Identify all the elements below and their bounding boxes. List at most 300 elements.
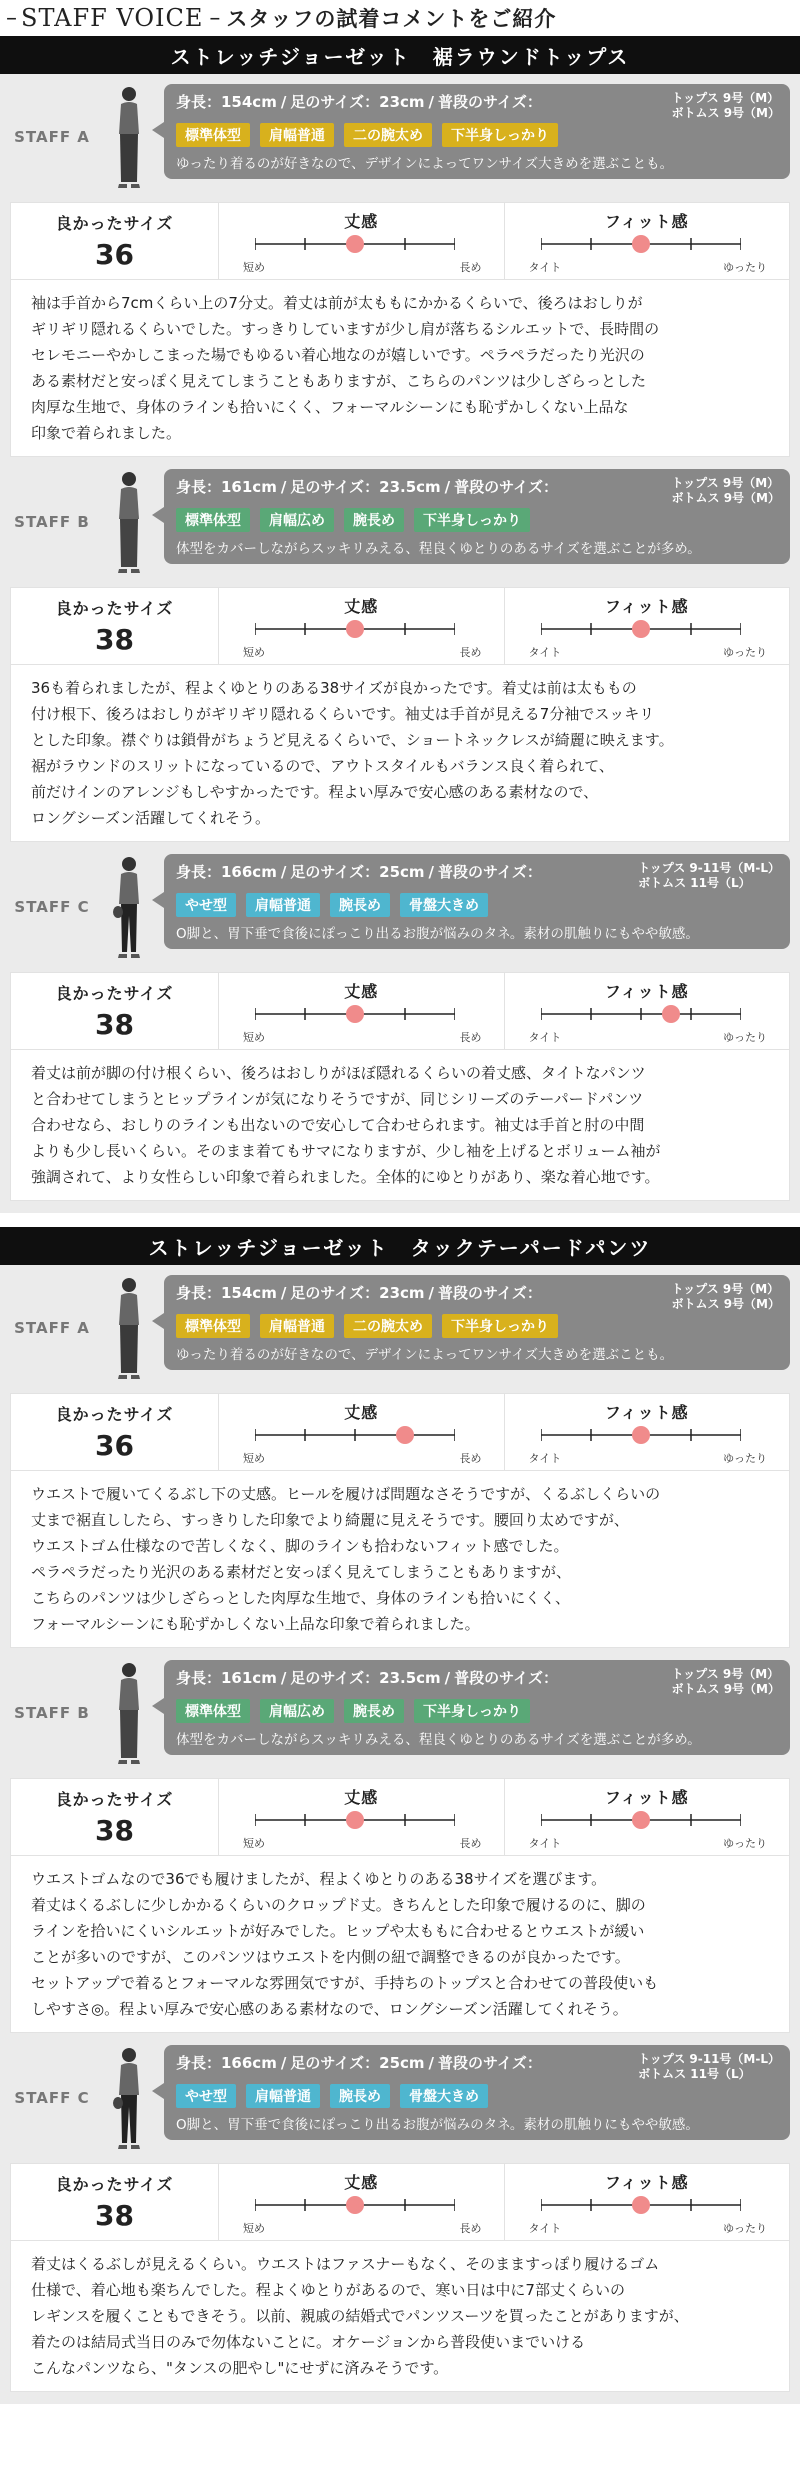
comment-line: ラインを拾いにくいシルエットが好みでした。ヒップや太ももに合わせるとウエストが緩い [31,1922,645,1940]
usual-size-line: ボトムス 9号（M） [671,491,780,505]
recommended-size [11,588,219,664]
staff-usual-size-label: 普段のサイズ： [454,478,558,496]
scale-track [541,1807,741,1833]
figure-head [122,472,136,486]
body-type-tag: 標準体型 [176,123,250,147]
comment-line: 仕様で、着心地も楽ちんでした。程よくゆとりがあるので、寒い日は中に7部丈くらいの [31,2281,625,2299]
scale-track [255,616,455,642]
body-type-tag: やせ型 [176,893,236,917]
scale-low-label: タイト [528,2222,562,2235]
comment-line: 合わせなら、おしりのラインも出ないので安心して合わせられます。袖丈は手首と肘の中間 [31,1116,645,1134]
section-gap [0,1213,800,1227]
scale-low-label: 短め [243,261,265,274]
staff-measurements [176,861,542,891]
body-type-tag: 下半身しっかり [442,123,558,147]
figure-left-shoe [118,184,127,188]
scale-high-label: ゆったり [723,646,767,659]
fit-scale [505,1394,790,1470]
staff-figure-icon [109,469,149,575]
staff-foot-size: 足のサイズ：25cm [290,863,425,881]
staff-info-bubble [164,1275,790,1370]
comment-line: 裾がラウンドのスリットになっているので、アウトスタイルもバランス良く着られて、 [31,757,614,775]
scale-marker [632,235,650,253]
staff-note: 体型をカバーしながらスッキリみえる、程良くゆとりのあるサイズを選ぶことが多め。 [176,541,701,557]
recommended-size [11,1394,219,1470]
scale-track [255,1001,455,1027]
comment-line: ウエストゴム仕様なので苦しくなく、脚のラインも拾わないフィット感でした。 [31,1537,569,1555]
separator: / [428,2054,435,2072]
scale-low-label: タイト [528,261,562,274]
figure-left-shoe [118,1760,127,1764]
scale-high-label: 長め [459,2222,482,2235]
products-container [0,36,800,2404]
scale-title: フィット感 [604,2173,689,2192]
staff-usual-size-label: 普段のサイズ： [438,93,542,111]
staff-foot-size: 足のサイズ：23cm [290,93,425,111]
staff-photo [94,469,164,577]
staff-block [10,854,790,1201]
scale-track [255,231,455,257]
figure-top [119,1678,139,1710]
figure-pants [120,1710,138,1758]
staff-figure-icon [109,1660,149,1766]
staff-measurements [176,2052,542,2082]
staff-height: 身長：154cm [176,93,277,111]
figure-left-shoe [118,954,127,958]
scale-high-label: ゆったり [723,2222,767,2235]
rating-row [10,587,790,665]
info-top [176,1667,780,1697]
scale-title: フィット感 [604,1403,689,1422]
scale-title: 丈感 [344,2173,379,2192]
staff-info-bubble [164,2045,790,2140]
rating-row [10,1393,790,1471]
figure-head [122,857,136,871]
scale-title: フィット感 [604,597,689,616]
figure-bag [113,906,123,918]
figure-right-shoe [131,184,140,188]
scale-high-label: 長め [459,261,482,274]
scale-title: フィット感 [604,1788,689,1807]
comment-line: こんなパンツなら、"タンスの肥やし"にせずに済みそうです。 [31,2359,449,2377]
fit-scale [505,588,790,664]
scale-low-label: 短め [243,1452,265,1465]
body-type-tag: 肩幅広め [260,508,334,532]
comment-line: セレモニーやかしこまった場でもゆるい着心地なのが嬉しいです。ペラペラだったり光沢の [31,346,645,364]
figure-head [122,2048,136,2062]
scale-marker [632,2196,650,2214]
scale-high-label: 長め [459,646,482,659]
body-type-tags [176,2084,780,2110]
comment-line: 着丈はくるぶしに少しかかるくらいのクロップド丈。きちんとした印象で履けるのに、脚の [31,1896,646,1914]
scale-high-label: ゆったり [723,1031,767,1044]
staff-photo [94,854,164,962]
body-type-tag: 下半身しっかり [414,508,530,532]
staff-block [10,2045,790,2392]
scale-low-label: タイト [528,1031,562,1044]
body-type-tags [176,1699,780,1725]
figure-head [122,1663,136,1677]
staff-comment [10,665,790,842]
scale-track [541,1001,741,1027]
staff-note: ゆったり着るのが好きなので、デザインによってワンサイズ大きめを選ぶことも。 [176,156,674,172]
info-top [176,476,780,506]
scale-title: 丈感 [344,597,379,616]
staff-figure-icon [109,84,149,190]
figure-pants [120,519,138,567]
rating-row [10,202,790,280]
scale-marker [632,620,650,638]
staff-measurements [176,476,558,506]
product-banner: ストレッチジョーゼット 裾ラウンドトップス [0,36,800,74]
staff-photo [94,2045,164,2153]
length-scale [219,203,505,279]
comment-line: 着丈は前が脚の付け根くらい、後ろはおしりがほぼ隠れるくらいの着丈感、タイトなパンツ [31,1064,646,1082]
scale-low-label: 短め [243,1031,265,1044]
staff-block [10,469,790,842]
recommended-size [11,1779,219,1855]
separator: / [280,863,287,881]
comment-line: フォーマルシーンにも恥ずかしくない上品な印象で着られました。 [31,1615,480,1633]
staff-usual-size-label: 普段のサイズ： [454,1669,558,1687]
body-type-tag: 腕長め [330,893,390,917]
header-title-jp: スタッフの試着コメントをご紹介 [226,7,557,31]
comment-line: 肉厚な生地で、身体のラインも拾いにくく、フォーマルシーンにも恥ずかしくない上品な [31,398,629,416]
scale-high-label: 長め [459,1031,482,1044]
scale-title: 丈感 [344,1403,379,1422]
usual-size-line: ボトムス 11号（L） [638,876,751,890]
rating-row [10,972,790,1050]
separator: / [444,1669,451,1687]
usual-size-line: トップス 9号（M） [671,91,780,105]
recommended-size [11,2164,219,2240]
staff-photo [94,84,164,192]
comment-line: 前だけインのアレンジもしやすかったです。程よい厚みで安心感のある素材なので、 [31,783,599,801]
usual-size-line: トップス 9-11号（M-L） [638,2052,780,2066]
figure-head [122,87,136,101]
staff-label: STAFF B [14,513,90,531]
usual-size-line: トップス 9号（M） [671,476,780,490]
comment-line: ある素材だと安っぽく見えてしまうこともありますが、こちらのパンツは少しざらっとした [31,372,647,390]
info-top [176,91,780,121]
separator: / [280,1284,287,1302]
comment-line: 強調されて、より女性らしい印象で着られました。全体的にゆとりがあり、楽な着心地です。 [31,1168,660,1186]
figure-left-shoe [118,1375,127,1379]
body-type-tag: 肩幅普通 [246,2084,320,2108]
staff-comment [10,1050,790,1201]
body-type-tag: 下半身しっかり [442,1314,558,1338]
scale-marker [346,2196,364,2214]
scale-title: 丈感 [344,212,379,231]
staff-label: STAFF C [14,898,90,916]
comment-line: ロングシーズン活躍してくれそう。 [31,809,270,827]
scale-track [255,2192,455,2218]
scale-marker [662,1005,680,1023]
body-type-tag: やせ型 [176,2084,236,2108]
staff-measurements [176,91,542,121]
scale-track [255,1807,455,1833]
scale-title: フィット感 [604,982,689,1001]
recommended-size-value: 38 [95,623,134,656]
separator: / [428,863,435,881]
body-type-tag: 二の腕太め [344,1314,432,1338]
scale-low-label: タイト [528,1837,562,1850]
product-section [0,74,800,1213]
header-dash-2: – [209,5,221,31]
staff-usual-sizes [672,1282,780,1312]
scale-high-label: ゆったり [723,1452,767,1465]
scale-track [255,1422,455,1448]
staff-usual-sizes [672,476,780,506]
staff-block [10,1660,790,2033]
staff-profile [10,2045,790,2153]
recommended-size-value: 36 [95,238,134,271]
length-scale [219,2164,505,2240]
staff-usual-size-label: 普段のサイズ： [438,2054,542,2072]
recommended-size-label: 良かったサイズ [55,2175,174,2194]
figure-top [119,2063,139,2095]
staff-photo [94,1275,164,1383]
staff-figure-icon [109,1275,149,1381]
staff-height: 身長：161cm [176,1669,277,1687]
length-scale [219,588,505,664]
rating-row [10,2163,790,2241]
comment-line: と合わせてしまうとヒップラインが気になりそうですが、同じシリーズのテーパードパンツ [31,1090,644,1108]
scale-low-label: タイト [528,1452,562,1465]
body-type-tag: 二の腕太め [344,123,432,147]
staff-foot-size: 足のサイズ：23cm [290,1284,425,1302]
comment-line: 印象で着られました。 [31,424,182,442]
body-type-tag: 肩幅広め [260,1699,334,1723]
recommended-size-label: 良かったサイズ [55,214,174,233]
body-type-tag: 骨盤大きめ [400,2084,488,2108]
body-type-tags [176,508,780,534]
separator: / [428,1284,435,1302]
comment-line: レギンスを履くこともできそう。以前、親戚の結婚式でパンツスーツを買ったことがありますが、 [31,2307,689,2325]
comment-line: ことが多いのですが、このパンツはウエストを内側の紐で調整できるのが良かったです。 [31,1948,630,1966]
usual-size-line: ボトムス 11号（L） [638,2067,751,2081]
staff-usual-size-label: 普段のサイズ： [438,863,542,881]
figure-top [119,102,139,134]
staff-block [10,1275,790,1648]
staff-height: 身長：154cm [176,1284,277,1302]
staff-label: STAFF A [14,128,90,146]
recommended-size-value: 36 [95,1429,134,1462]
body-type-tags [176,893,780,919]
fit-scale [505,203,790,279]
figure-right-shoe [131,954,140,958]
body-type-tag: 下半身しっかり [414,1699,530,1723]
length-scale [219,1779,505,1855]
staff-usual-sizes [672,1667,780,1697]
staff-note: O脚と、胃下垂で食後にぽっこり出るお腹が悩みのタネ。素材の肌触りにもやや敏感。 [176,2117,699,2133]
recommended-size [11,973,219,1049]
scale-high-label: ゆったり [723,261,767,274]
usual-size-line: ボトムス 9号（M） [671,1682,780,1696]
body-type-tag: 腕長め [344,508,404,532]
recommended-size-label: 良かったサイズ [55,1405,174,1424]
comment-line: 付け根下、後ろはおしりがギリギリ隠れるくらいです。袖丈は手首が見える7分袖でスッキリ [31,705,655,723]
product-banner: ストレッチジョーゼット タックテーパードパンツ [0,1227,800,1265]
recommended-size-label: 良かったサイズ [55,984,174,1003]
separator: / [280,2054,287,2072]
usual-size-line: ボトムス 9号（M） [671,106,780,120]
body-type-tag: 肩幅普通 [260,123,334,147]
staff-label: STAFF B [14,1704,90,1722]
staff-usual-sizes [638,2052,780,2082]
scale-high-label: 長め [459,1837,482,1850]
length-scale [219,1394,505,1470]
info-top [176,861,780,891]
separator: / [280,93,287,111]
comment-line: しやすさ◎。程よい厚みで安心感のある素材なので、ロングシーズン活躍してくれそう。 [31,2000,628,2018]
scale-high-label: 長め [459,1452,482,1465]
staff-profile [10,1660,790,1768]
scale-marker [346,620,364,638]
figure-right-shoe [131,1760,140,1764]
staff-height: 身長：166cm [176,2054,277,2072]
comment-line: ギリギリ隠れるくらいでした。すっきりしていますが少し肩が落ちるシルエットで、長時間の [31,320,660,338]
separator: / [280,1669,287,1687]
fit-scale [505,2164,790,2240]
info-top [176,1282,780,1312]
scale-marker [346,235,364,253]
staff-profile [10,469,790,577]
scale-low-label: 短め [243,1837,265,1850]
staff-profile [10,84,790,192]
figure-pants [120,1325,138,1373]
staff-comment [10,280,790,457]
page-header [0,0,800,36]
body-type-tag: 標準体型 [176,1699,250,1723]
figure-pants [120,134,138,182]
scale-high-label: ゆったり [723,1837,767,1850]
figure-bag [113,2097,123,2109]
staff-note: 体型をカバーしながらスッキリみえる、程良くゆとりのあるサイズを選ぶことが多め。 [176,1732,701,1748]
staff-figure-icon [109,2045,149,2151]
figure-right-shoe [131,1375,140,1379]
length-scale [219,973,505,1049]
figure-top [119,487,139,519]
recommended-size-value: 38 [95,1008,134,1041]
figure-right-shoe [131,2145,140,2149]
comment-line: 袖は手首から7cmくらい上の7分丈。着丈は前が太ももにかかるくらいで、後ろはおしりが [31,294,643,312]
staff-foot-size: 足のサイズ：23.5cm [290,478,441,496]
staff-usual-size-label: 普段のサイズ： [438,1284,542,1302]
staff-info-bubble [164,84,790,179]
staff-label: STAFF C [14,2089,90,2107]
scale-marker [632,1811,650,1829]
recommended-size-value: 38 [95,2199,134,2232]
scale-track [541,231,741,257]
comment-line: ウエストゴムなので36でも履けましたが、程よくゆとりのある38サイズを選びます。 [31,1870,607,1888]
body-type-tag: 標準体型 [176,1314,250,1338]
figure-top [119,1293,139,1325]
staff-height: 身長：166cm [176,863,277,881]
usual-size-line: トップス 9-11号（M-L） [638,861,780,875]
body-type-tag: 腕長め [344,1699,404,1723]
scale-low-label: 短め [243,2222,265,2235]
staff-figure-icon [109,854,149,960]
figure-top [119,872,139,904]
recommended-size-label: 良かったサイズ [55,1790,174,1809]
staff-comment [10,2241,790,2392]
body-type-tags [176,1314,780,1340]
staff-label: STAFF A [14,1319,90,1337]
usual-size-line: トップス 9号（M） [671,1667,780,1681]
comment-line: ペラペラだったり光沢のある素材だと安っぽく見えてしまうこともありますが、 [31,1563,572,1581]
staff-usual-sizes [672,91,780,121]
scale-marker [346,1005,364,1023]
comment-line: よりも少し長いくらい。そのまま着てもサマになりますが、少し袖を上げるとボリューム袖が [31,1142,661,1160]
scale-marker [396,1426,414,1444]
recommended-size-value: 38 [95,1814,134,1847]
scale-marker [632,1426,650,1444]
staff-foot-size: 足のサイズ：23.5cm [290,1669,441,1687]
scale-title: 丈感 [344,982,379,1001]
figure-head [122,1278,136,1292]
staff-block [10,84,790,457]
body-type-tag: 肩幅普通 [246,893,320,917]
separator: / [428,93,435,111]
scale-low-label: タイト [528,646,562,659]
figure-left-shoe [118,569,127,573]
header-title-en: STAFF VOICE [21,4,204,32]
staff-note: O脚と、胃下垂で食後にぽっこり出るお腹が悩みのタネ。素材の肌触りにもやや敏感。 [176,926,699,942]
staff-info-bubble [164,1660,790,1755]
figure-left-shoe [118,2145,127,2149]
body-type-tag: 標準体型 [176,508,250,532]
staff-foot-size: 足のサイズ：25cm [290,2054,425,2072]
staff-note: ゆったり着るのが好きなので、デザインによってワンサイズ大きめを選ぶことも。 [176,1347,674,1363]
rating-row [10,1778,790,1856]
recommended-size [11,203,219,279]
product-section [0,1265,800,2404]
comment-line: 着丈はくるぶしが見えるくらい。ウエストはファスナーもなく、そのまますっぽり履けるゴム [31,2255,660,2273]
comment-line: 着たのは結局式当日のみで勿体ないことに。オケージョンから普段使いまでいける [31,2333,586,2351]
staff-info-bubble [164,469,790,564]
scale-track [541,2192,741,2218]
recommended-size-label: 良かったサイズ [55,599,174,618]
scale-marker [346,1811,364,1829]
usual-size-line: トップス 9号（M） [671,1282,780,1296]
scale-title: 丈感 [344,1788,379,1807]
fit-scale [505,1779,790,1855]
staff-profile [10,854,790,962]
scale-title: フィット感 [604,212,689,231]
figure-pants [121,904,137,952]
scale-track [541,1422,741,1448]
comment-line: セットアップで着るとフォーマルな雰囲気ですが、手持ちのトップスと合わせての普段使いも [31,1974,659,1992]
body-type-tag: 骨盤大きめ [400,893,488,917]
staff-usual-sizes [638,861,780,891]
comment-line: 36も着られましたが、程よくゆとりのある38サイズが良かったです。着丈は前は太ももの [31,679,637,697]
staff-height: 身長：161cm [176,478,277,496]
staff-comment [10,1856,790,2033]
comment-line: 丈まで裾直ししたら、すっきりした印象でより綺麗に見えそうです。腰回り太めですが、 [31,1511,629,1529]
comment-line: こちらのパンツは少しざらっとした肉厚な生地で、身体のラインも拾いにくく、 [31,1589,570,1607]
staff-measurements [176,1282,542,1312]
staff-photo [94,1660,164,1768]
info-top [176,2052,780,2082]
fit-scale [505,973,790,1049]
body-type-tag: 肩幅普通 [260,1314,334,1338]
scale-low-label: 短め [243,646,265,659]
comment-line: とした印象。襟ぐりは鎖骨がちょうど見えるくらいで、ショートネックレスが綺麗に映えます。 [31,731,674,749]
staff-comment [10,1471,790,1648]
figure-right-shoe [131,569,140,573]
scale-track [541,616,741,642]
